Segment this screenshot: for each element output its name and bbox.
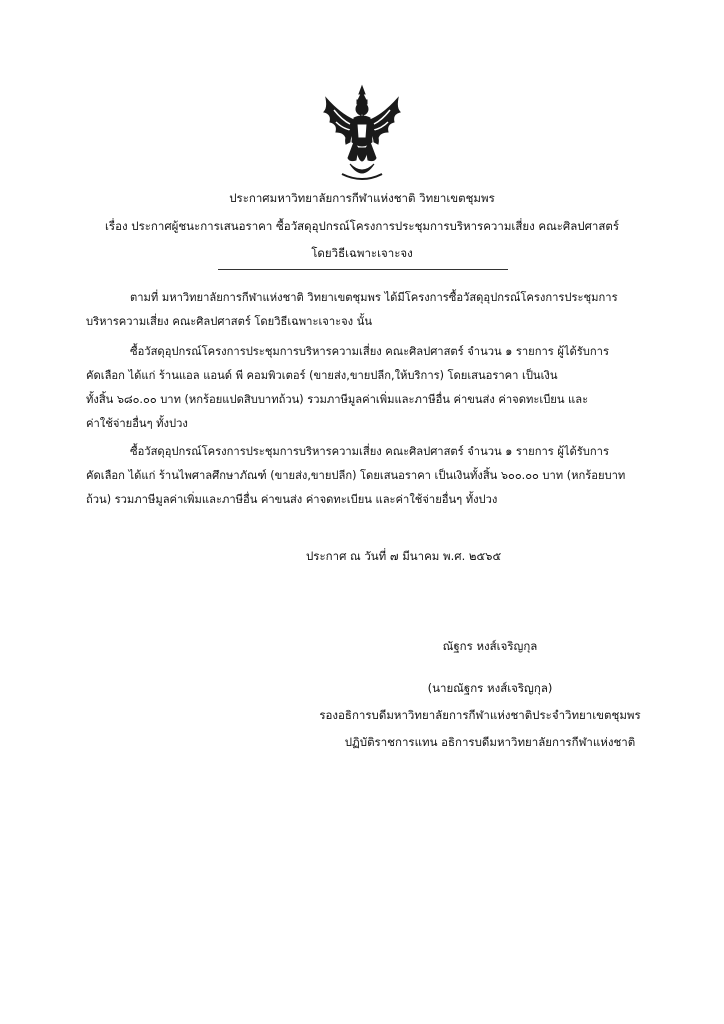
garuda-emblem-icon	[312, 84, 412, 184]
signer-acting-role: ปฏิบัติราชการแทน อธิการบดีมหาวิทยาลัยการกีฬาแห่งชาติ	[344, 735, 636, 749]
item2-line-1: ซื้อวัสดุอุปกรณ์โครงการประชุมการบริหารความเสี่ยง คณะศิลปศาสตร์ จำนวน ๑ รายการ ผู้ได้รับการ	[130, 445, 609, 458]
item1-paragraph	[86, 340, 646, 436]
intro-line-1: ตามที่ มหาวิทยาลัยการกีฬาแห่งชาติ วิทยาเขตชุมพร ได้มีโครงการซื้อวัสดุอุปกรณ์โครงการประชุมการ	[130, 291, 618, 304]
item1-line-3: ทั้งสิ้น ๖๘๐.๐๐ บาท (หกร้อยแปดสิบบาทถ้วน) รวมภาษีมูลค่าเพิ่มและภาษีอื่น ค่าขนส่ง ค่าจดทะเบียน และ	[86, 393, 589, 406]
announcement-subject: เรื่อง ประกาศผู้ชนะการเสนอราคา ซื้อวัสดุอุปกรณ์โครงการประชุมการบริหารความเสี่ยง คณะศิลปศาสตร์	[104, 219, 619, 233]
signature-name: ณัฐกร หงส์เจริญกุล	[442, 639, 538, 653]
intro-line-2: บริหารความเสี่ยง คณะศิลปศาสตร์ โดยวิธีเฉพาะเจาะจง นั้น	[86, 315, 372, 328]
item2-line-2: คัดเลือก ได้แก่ ร้านไพศาลศึกษาภัณฑ์ (ขายส่ง,ขายปลีก) โดยเสนอราคา เป็นเงินทั้งสิ้น ๖๐๐.๐๐ บาท (หกร้อยบาท	[86, 469, 626, 482]
procurement-method: โดยวิธีเฉพาะเจาะจง	[311, 246, 413, 260]
signer-full-name: (นายณัฐกร หงส์เจริญกุล)	[427, 681, 553, 695]
title-divider	[218, 269, 508, 270]
item2-paragraph	[86, 440, 646, 512]
item2-line-3: ถ้วน) รวมภาษีมูลค่าเพิ่มและภาษีอื่น ค่าขนส่ง ค่าจดทะเบียน และค่าใช้จ่ายอื่นๆ ทั้งปวง	[86, 493, 498, 506]
announcement-date: ประกาศ ณ วันที่ ๗ มีนาคม พ.ศ. ๒๕๖๕	[306, 549, 502, 563]
announcement-title: ประกาศมหาวิทยาลัยการกีฬาแห่งชาติ วิทยาเขตชุมพร	[229, 191, 495, 205]
item1-line-2: คัดเลือก ได้แก่ ร้านแอล แอนด์ พี คอมพิวเตอร์ (ขายส่ง,ขายปลีก,ให้บริการ) โดยเสนอราคา เป็นเงิน	[86, 369, 558, 382]
intro-paragraph	[86, 286, 646, 334]
item1-line-4: ค่าใช้จ่ายอื่นๆ ทั้งปวง	[86, 417, 188, 430]
signer-position: รองอธิการบดีมหาวิทยาลัยการกีฬาแห่งชาติประจำวิทยาเขตชุมพร	[319, 708, 641, 722]
item1-line-1: ซื้อวัสดุอุปกรณ์โครงการประชุมการบริหารความเสี่ยง คณะศิลปศาสตร์ จำนวน ๑ รายการ ผู้ได้รับการ	[130, 345, 609, 358]
